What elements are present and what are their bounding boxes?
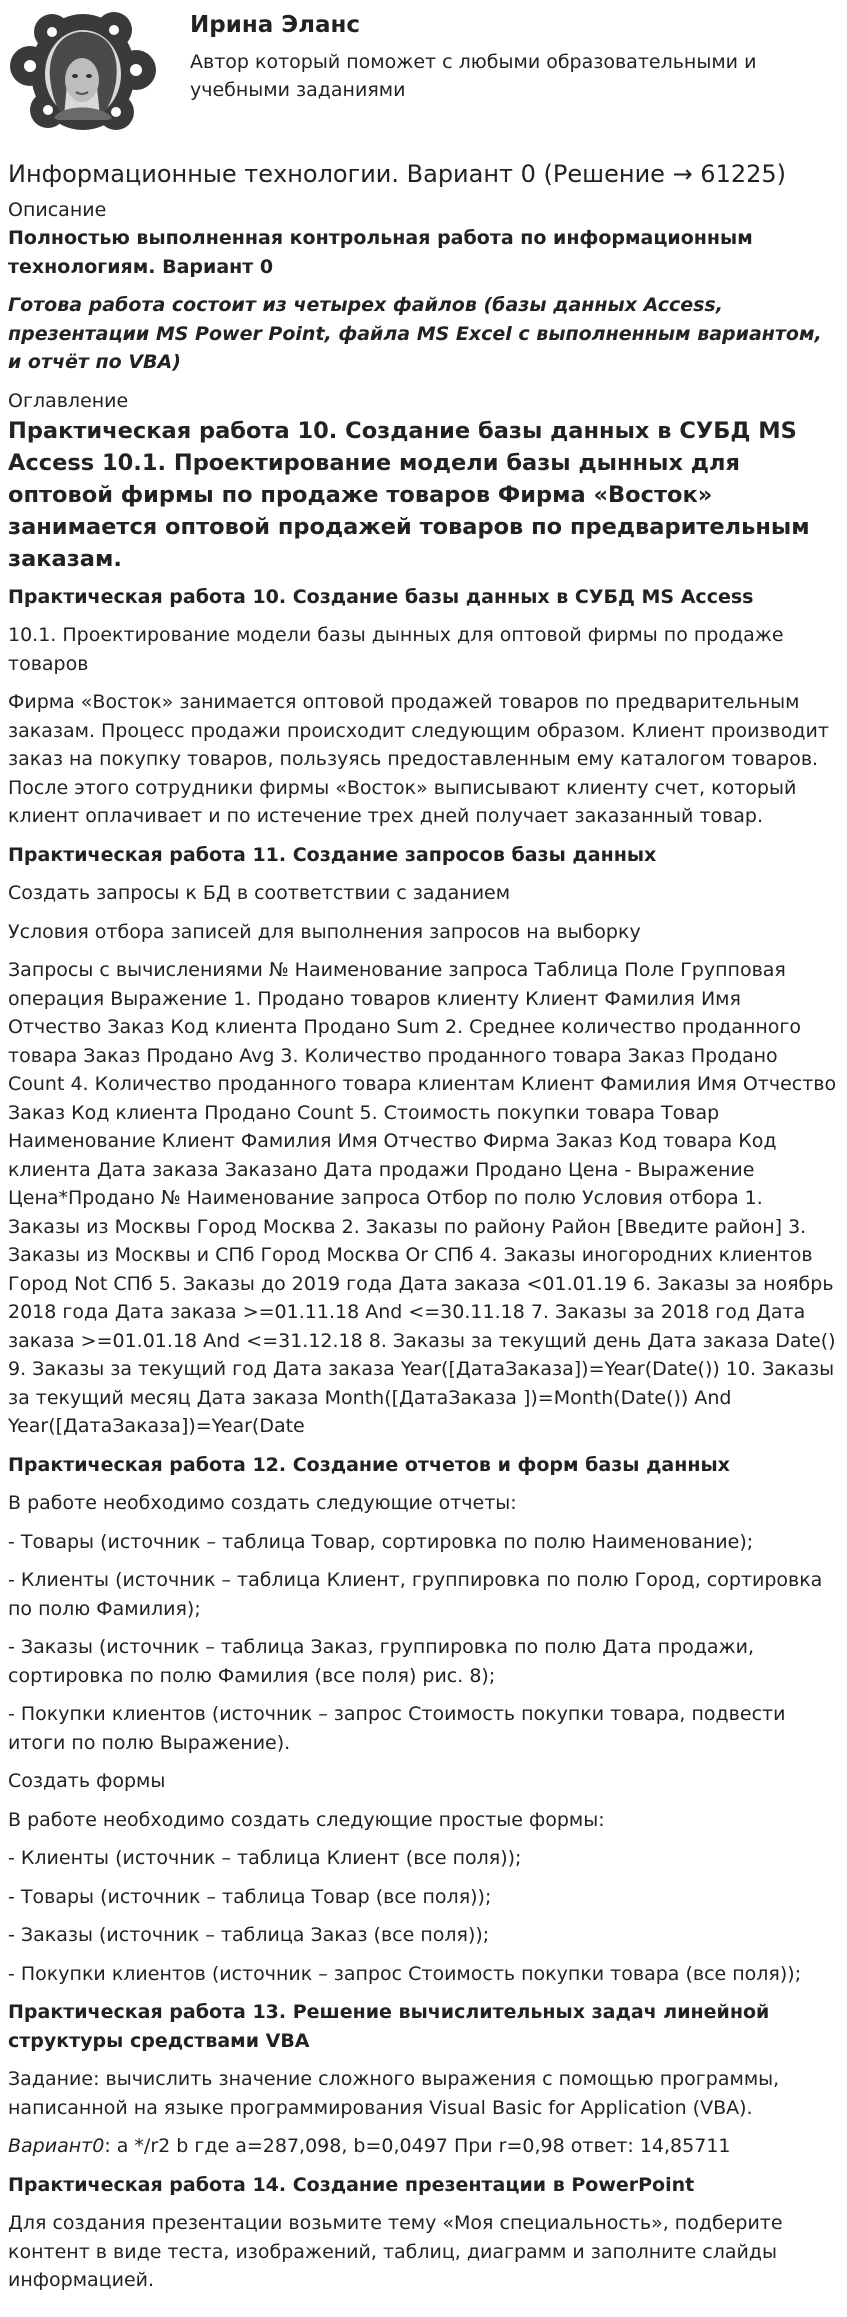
- variant-text: : a */r2 b где a=287,098, b=0,0497 При r=0,98 ответ: 14,85711: [104, 2135, 731, 2157]
- author-header: [8, 0, 839, 156]
- block-heading: Практическая работа 10. Создание базы данных в СУБД MS Access: [8, 585, 754, 608]
- block-paragraph: Условия отбора записей для выполнения запросов на выборку: [8, 920, 641, 943]
- block-paragraph: В работе необходимо создать следующие отчеты:: [8, 1492, 517, 1514]
- block-paragraph: Задание: вычислить значение сложного выражения с помощью программы, написанной на языке программирования Visual Basic for Application (VBA).: [8, 2068, 780, 2119]
- block-heading: Практическая работа 13. Решение вычислительных задач линейной структуры средствами VBA: [8, 2001, 770, 2052]
- list-item: - Покупки клиентов (источник – запрос Стоимость покупки товара (все поля));: [8, 1962, 802, 1985]
- author-info: [190, 8, 839, 104]
- block-paragraph: Запросы с вычислениями № Наименование запроса Таблица Поле Групповая операция Выражение 1. Продано товаров клиенту Клиент Фамилия Имя Отчество Заказ Код клиента Продано Sum 2. Среднее количество проданного товара Заказ Продано Avg 3. Количество проданного товара Заказ Продано Count 4. Количество проданного товара клиентам Клиент Фамилия Имя Отчество Заказ Код клиента Продано Count 5. Стоимость покупки товара Товар Наименование Клиент Фамилия Имя Отчество Фирма Заказ Код товара Код клиента Дата заказа Заказано Дата продажи Продано Цена - Выражение Цена*Продано № Наименование запроса Отбор по полю Условия отбора 1. Заказы из Москвы Город Москва 2. Заказы по району Район [Введите район] 3. Заказы из Москвы и СПб Город Москва Or СПб 4. Заказы иногородних клиентов Город Not СПб 5. Заказы до 2019 года Дата заказа <01.01.19 6. Заказы за ноябрь 2018 года Дата заказа >=01.11.18 And <=30.11.18 7. Заказы за 2018 год Дата заказа >=01.01.18 And <=31.12.18 8. Заказы за текущий день Дата заказа Date() 9. Заказы за текущий год Дата заказа Year([ДатаЗаказа])=Year(Date()) 10. Заказы за текущий месяц Дата заказа Month([ДатаЗаказа ])=Month(Date()) And Year([ДатаЗаказа])=Year(Date: [8, 959, 837, 1437]
- block-heading: Практическая работа 12. Создание отчетов и форм базы данных: [8, 1453, 730, 1476]
- list-item: - Товары (источник – таблица Товар, сортировка по полю Наименование);: [8, 1530, 754, 1553]
- list-item: - Покупки клиентов (источник – запрос Стоимость покупки товара, подвести итоги по полю Выражение).: [8, 1703, 786, 1754]
- author-description: Автор который поможет с любыми образовательными и учебными заданиями: [190, 51, 757, 101]
- description-text: Полностью выполненная контрольная работа по информационным технологиям. Вариант 0: [8, 227, 753, 278]
- toc-title: Практическая работа 10. Создание базы данных в СУБД MS Access 10.1. Проектирование модели базы дынных для оптовой фирмы по продаже товаров Фирма «Восток» занимается оптовой продажей товаров по предварительным заказам.: [8, 417, 810, 572]
- author-name[interactable]: Ирина Эланс: [190, 12, 361, 38]
- block-heading: Практическая работа 11. Создание запросов базы данных: [8, 843, 657, 866]
- block-paragraph: Создать формы: [8, 1770, 166, 1792]
- block-paragraph: В работе необходимо создать следующие простые формы:: [8, 1808, 605, 1831]
- block-paragraph: Создать запросы к БД в соответствии с заданием: [8, 882, 511, 904]
- list-item: - Клиенты (источник – таблица Клиент, группировка по полю Город, сортировка по полю Фамилия);: [8, 1569, 823, 1620]
- variant-line: [8, 2132, 839, 2161]
- content-body: [8, 583, 839, 2295]
- description-note: Готова работа состоит из четырех файлов (базы данных Access, презентации MS Power Point, файла MS Excel с выполненным вариантом, и отчёт по VBA): [8, 294, 822, 373]
- block-paragraph: Для создания презентации возьмите тему «Моя специальность», подберите контент в виде теста, изображений, таблиц, диаграмм и заполните слайды информацией.: [8, 2212, 783, 2291]
- page-title: Информационные технологии. Вариант 0 (Решение → 61225): [8, 160, 787, 188]
- list-item: - Товары (источник – таблица Товар (все поля));: [8, 1885, 492, 1908]
- list-item: - Заказы (источник – таблица Заказ, группировка по полю Дата продажи, сортировка по полю Фамилия (все поля) рис. 8);: [8, 1636, 755, 1687]
- list-item: - Заказы (источник – таблица Заказ (все поля));: [8, 1924, 490, 1946]
- block-heading: Практическая работа 14. Создание презентации в PowerPoint: [8, 2173, 695, 2196]
- variant-lead: Вариант0: [8, 2135, 105, 2157]
- author-avatar: [8, 8, 158, 136]
- block-paragraph: 10.1. Проектирование модели базы дынных для оптовой фирмы по продаже товаров: [8, 624, 784, 675]
- description-label: Описание: [8, 199, 107, 221]
- toc-label: Оглавление: [8, 389, 129, 412]
- block-paragraph: Фирма «Восток» занимается оптовой продажей товаров по предварительным заказам. Процесс продажи происходит следующим образом. Клиент производит заказ на покупку товаров, пользуясь предоставленным ему каталогом товаров. После этого сотрудники фирмы «Восток» выписывают клиенту счет, который клиент оплачивает и по истечение трех дней получает заказанный товар.: [8, 691, 829, 827]
- list-item: - Клиенты (источник – таблица Клиент (все поля));: [8, 1847, 522, 1869]
